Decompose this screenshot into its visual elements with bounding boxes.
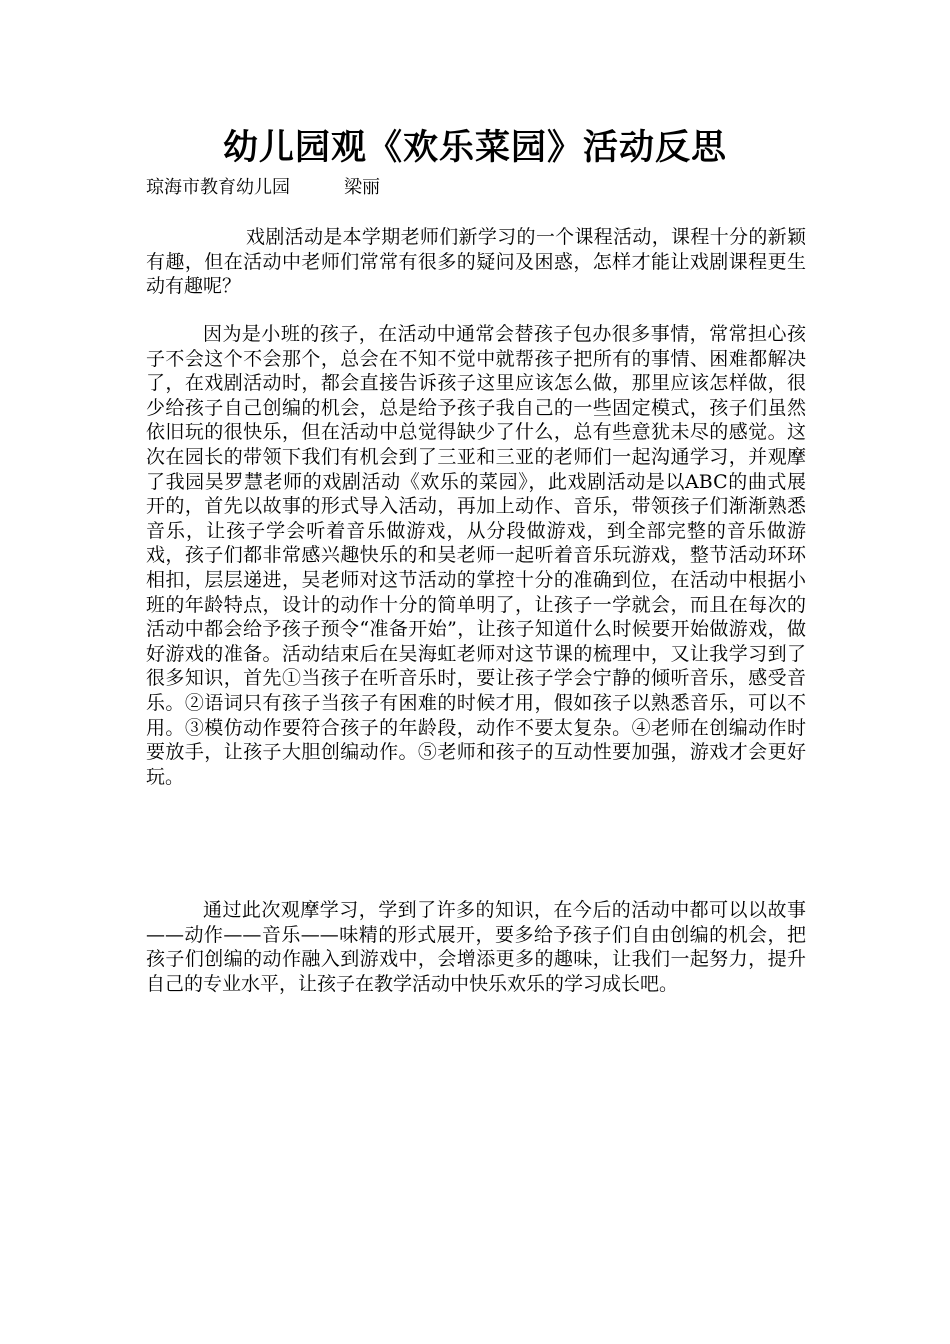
paragraph-conclusion: 通过此次观摩学习，学到了许多的知识，在今后的活动中都可以以故事——动作——音乐——味精的形式展开，要多给予孩子们自由创编的机会，把孩子们创编的动作融入到游戏中，会增添更多的趣味，让我们一起努力，提升自己的专业水平，让孩子在教学活动中快乐欢乐的学习成长吧。: [146, 899, 806, 995]
author-byline: 琼海市教育幼儿园 梁丽: [146, 177, 380, 198]
document-title: 幼儿园观《欢乐菜园》活动反思: [222, 127, 727, 168]
paragraph-intro: 戏剧活动是本学期老师们新学习的一个课程活动，课程十分的新颖有趣，但在活动中老师们常常有很多的疑问及困惑，怎样才能让戏剧课程更生动有趣呢？: [146, 226, 806, 298]
paragraph-reflection: 因为是小班的孩子，在活动中通常会替孩子包办很多事情，常常担心孩子不会这个不会那个，总会在不知不觉中就帮孩子把所有的事情、困难都解决了，在戏剧活动时，都会直接告诉孩子这里应该怎么做，那里应该怎样做，很少给孩子自己创编的机会，总是给予孩子我自己的一些固定模式，孩子们虽然依旧玩的很快乐，但在活动中总觉得缺少了什么，总有些意犹未尽的感觉。这次在园长的带领下我们有机会到了三亚和三亚的老师们一起沟通学习，并观摩了我园吴罗慧老师的戏剧活动《欢乐的菜园》，此戏剧活动是以ABC的曲式展开的，首先以故事的形式导入活动，再加上动作、音乐，带领孩子们渐渐熟悉音乐，让孩子学会听着音乐做游戏，从分段做游戏，到全部完整的音乐做游戏，孩子们都非常感兴趣快乐的和吴老师一起听着音乐玩游戏，整节活动环环相扣，层层递进，吴老师对这节活动的掌控十分的准确到位，在活动中根据小班的年龄特点，设计的动作十分的简单明了，让孩子一学就会，而且在每次的活动中都会给予孩子预令“准备开始”，让孩子知道什么时候要开始做游戏，做好游戏的准备。活动结束后在吴海虹老师对这节课的梳理中，又让我学习到了很多知识，首先①当孩子在听音乐时，要让孩子学会宁静的倾听音乐，感受音乐。②语词只有孩子当孩子有困难的时候才用，假如孩子以熟悉音乐，可以不用。③模仿动作要符合孩子的年龄段，动作不要太复杂。④老师在创编动作时要放手，让孩子大胆创编动作。⑤老师和孩子的互动性要加强，游戏才会更好玩。: [146, 323, 806, 788]
